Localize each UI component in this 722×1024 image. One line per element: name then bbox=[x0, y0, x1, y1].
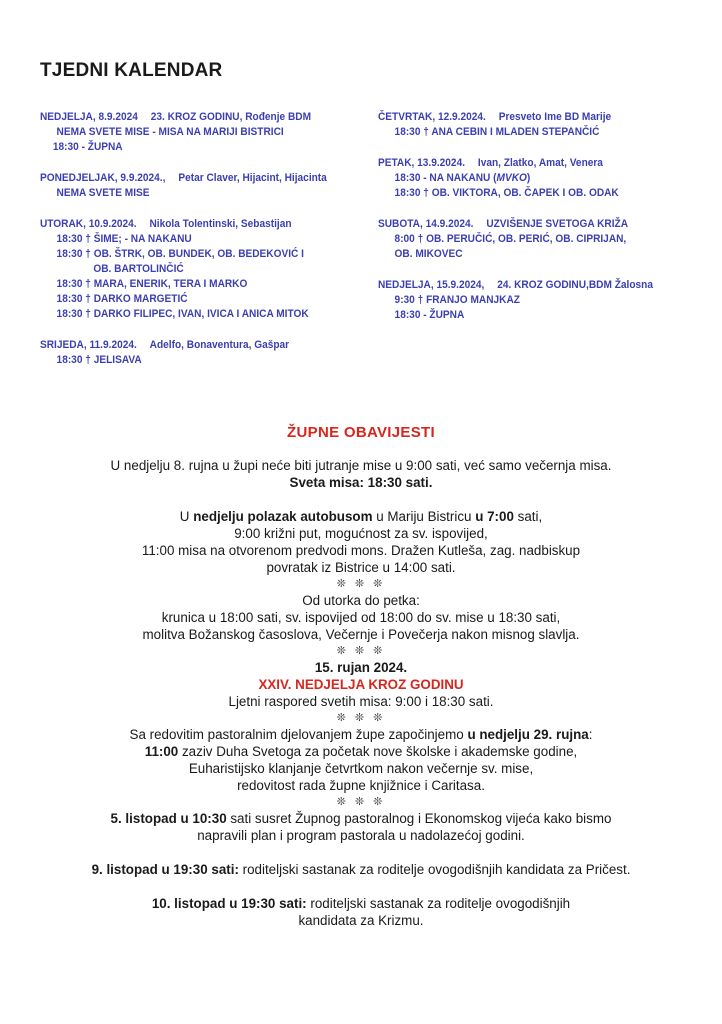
mass-intention: 18:30 † MARA, ENERIK, TERA I MARKO bbox=[56, 278, 248, 290]
mass-intention: 8:00 † OB. PERUČIĆ, OB. PERIĆ, OB. CIPRIJAN, bbox=[394, 233, 627, 245]
day-date: NEDJELJA, 15.9.2024, bbox=[378, 279, 485, 291]
day-header bbox=[378, 217, 682, 232]
mass-intention: 18:30 - ŽUPNA bbox=[394, 309, 465, 321]
day-feast: Petar Claver, Hijacint, Hijacinta bbox=[178, 172, 327, 184]
day-header bbox=[40, 338, 344, 353]
day-header bbox=[40, 217, 344, 232]
calendar-day bbox=[40, 338, 344, 368]
mass-intention: 18:30 † OB. ŠTRK, OB. BUNDEK, OB. BEDEKOVIĆ I bbox=[56, 248, 304, 260]
day-header bbox=[40, 171, 344, 186]
notice-date: 15. rujan 2024. bbox=[314, 660, 408, 675]
day-header bbox=[378, 110, 682, 125]
day-date: UTORAK, 10.9.2024. bbox=[40, 218, 137, 230]
notice-text: 10. listopad u 19:30 sati: roditeljski sastanak za roditelje ovogodišnjih bbox=[151, 896, 571, 911]
notice-text: Od utorka do petka: bbox=[302, 593, 420, 608]
mass-intention: 18:30 † JELISAVA bbox=[56, 354, 142, 366]
notice-feast: XXIV. NEDJELJA KROZ GODINU bbox=[258, 677, 464, 692]
mass-intention: 18:30 - NA NAKANU (MVKO) bbox=[394, 172, 531, 184]
notice-text: Ljetni raspored svetih misa: 9:00 i 18:30 sati. bbox=[228, 694, 494, 709]
notice-bus-trip bbox=[0, 508, 722, 576]
mass-intention: 18:30 † DARKO MARGETIĆ bbox=[56, 293, 188, 305]
day-feast: 24. KROZ GODINU,BDM Žalosna bbox=[497, 279, 653, 291]
calendar-day bbox=[378, 110, 682, 140]
notice-text: Sa redovitim pastoralnim djelovanjem župe započinjemo u nedjelju 29. rujna: bbox=[129, 727, 593, 742]
notice-text: 5. listopad u 10:30 sati susret Župnog pastoralnog i Ekonomskog vijeća kako bismo bbox=[110, 811, 612, 826]
calendar-day bbox=[40, 110, 344, 155]
notices-title: ŽUPNE OBAVIJESTI bbox=[287, 424, 435, 441]
parish-notices bbox=[0, 424, 722, 929]
notice-next-sunday bbox=[0, 659, 722, 710]
notice-text: U nedjelju 8. rujna u župi neće biti jutranje mise u 9:00 sati, već samo večernja misa. bbox=[110, 458, 612, 473]
mass-intention: 9:30 † FRANJO MANJKAZ bbox=[394, 294, 520, 306]
mass-intention: 18:30 † ŠIME; - NA NAKANU bbox=[56, 233, 192, 245]
day-feast: 23. KROZ GODINU, Rođenje BDM bbox=[150, 111, 312, 123]
day-date: SUBOTA, 14.9.2024. bbox=[378, 218, 474, 230]
notice-communion-parents bbox=[0, 861, 722, 878]
mass-intention: 18:30 † OB. VIKTORA, OB. ČAPEK I OB. ODAK bbox=[394, 187, 619, 199]
day-feast: Presveto Ime BD Marije bbox=[498, 111, 612, 123]
notice-text: krunica u 18:00 sati, sv. ispovijed od 18:00 do sv. mise u 18:30 sati, bbox=[161, 610, 561, 625]
separator-stars: ❊ ❊ ❊ bbox=[336, 712, 386, 724]
day-header bbox=[378, 156, 682, 171]
day-feast: Ivan, Zlatko, Amat, Venera bbox=[477, 157, 603, 169]
day-header bbox=[40, 110, 344, 125]
notice-weekday bbox=[0, 592, 722, 643]
day-feast: Adelfo, Bonaventura, Gašpar bbox=[149, 339, 290, 351]
notice-text: redovitost rada župne knjižnice i Caritasa. bbox=[237, 778, 485, 793]
notice-text: Euharistijsko klanjanje četvrtkom nakon večernje sv. mise, bbox=[188, 761, 534, 776]
mass-intention: OB. BARTOLINČIĆ bbox=[93, 263, 184, 275]
mass-intention: NEMA SVETE MISE - MISA NA MARIJI BISTRICI bbox=[56, 126, 284, 138]
mass-intention: 18:30 † DARKO FILIPEC, IVAN, IVICA I ANICA MITOK bbox=[56, 308, 309, 320]
notice-text: napravili plan i program pastorala u nadolazećoj godini. bbox=[197, 828, 525, 843]
day-feast: UZVIŠENJE SVETOGA KRIŽA bbox=[486, 218, 629, 230]
calendar-day bbox=[40, 217, 344, 322]
day-feast: Nikola Tolentinski, Sebastijan bbox=[149, 218, 292, 230]
day-date: NEDJELJA, 8.9.2024 bbox=[40, 111, 138, 123]
day-date: PETAK, 13.9.2024. bbox=[378, 157, 466, 169]
notice-text: molitva Božanskog časoslova, Večernje i Povečerja nakon misnog slavlja. bbox=[142, 627, 580, 642]
notice-confirmation-parents bbox=[0, 895, 722, 929]
day-date: ČETVRTAK, 12.9.2024. bbox=[378, 111, 486, 123]
notice-text: 9:00 križni put, mogućnost za sv. ispovijed, bbox=[234, 526, 488, 541]
notice-council-meeting bbox=[0, 810, 722, 844]
notice-text: 11:00 misa na otvorenom predvodi mons. Dražen Kutleša, zag. nadbiskup bbox=[141, 543, 581, 558]
notice-text: kandidata za Krizmu. bbox=[298, 913, 424, 928]
notice-pastoral-start bbox=[0, 726, 722, 794]
day-date: SRIJEDA, 11.9.2024. bbox=[40, 339, 137, 351]
notice-sunday-mass bbox=[0, 457, 722, 491]
notice-text: 11:00 zaziv Duha Svetoga za početak nove školske i akademske godine, bbox=[144, 744, 578, 759]
notice-text: povratak iz Bistrice u 14:00 sati. bbox=[266, 560, 456, 575]
calendar-left-column bbox=[40, 110, 370, 384]
mass-intention: OB. MIKOVEC bbox=[394, 248, 463, 260]
calendar-day bbox=[378, 217, 682, 262]
notice-text: 9. listopad u 19:30 sati: roditeljski sastanak za roditelje ovogodišnjih kandidata za Pričest. bbox=[91, 862, 631, 877]
day-date: PONEDJELJAK, 9.9.2024., bbox=[40, 172, 166, 184]
separator-stars: ❊ ❊ ❊ bbox=[336, 796, 386, 808]
calendar-day bbox=[378, 278, 682, 323]
mass-intention: NEMA SVETE MISE bbox=[56, 187, 150, 199]
page-title: TJEDNI KALENDAR bbox=[40, 60, 223, 81]
calendar-right-column bbox=[378, 110, 708, 339]
mass-intention: 18:30 † ANA CEBIN I MLADEN STEPANČIĆ bbox=[394, 126, 600, 138]
mass-intention: 18:30 - ŽUPNA bbox=[52, 141, 123, 153]
notice-text: U nedjelju polazak autobusom u Mariju Bistricu u 7:00 sati, bbox=[179, 509, 543, 524]
notice-text-bold: Sveta misa: 18:30 sati. bbox=[289, 475, 433, 490]
separator-stars: ❊ ❊ ❊ bbox=[336, 578, 386, 590]
separator-stars: ❊ ❊ ❊ bbox=[336, 645, 386, 657]
calendar-day bbox=[378, 156, 682, 201]
day-header bbox=[378, 278, 682, 293]
calendar-day bbox=[40, 171, 344, 201]
